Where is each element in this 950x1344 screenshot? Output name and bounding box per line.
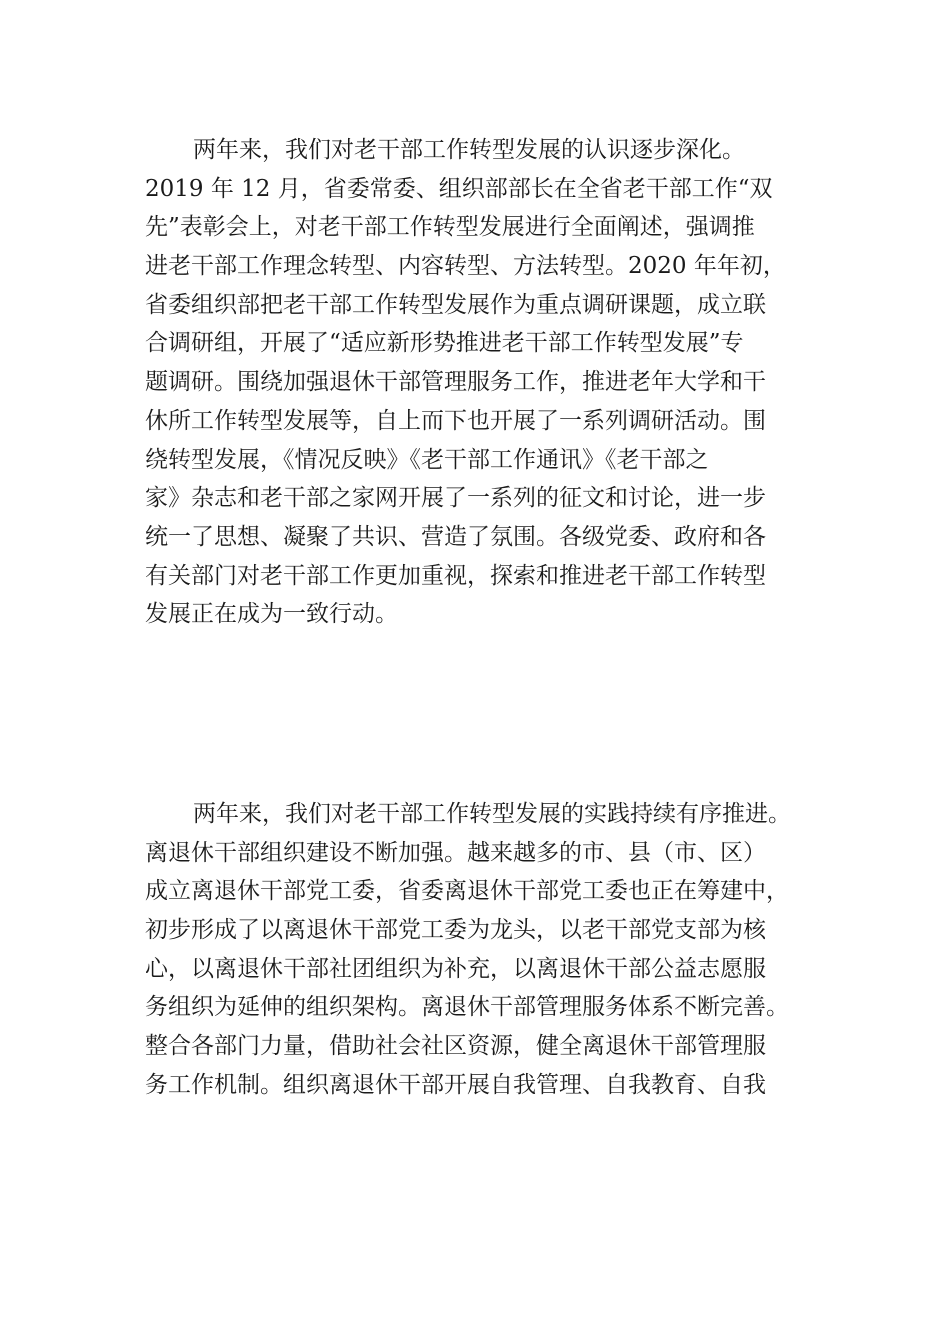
text-line: 题调研。围绕加强退休干部管理服务工作，推进老年大学和干	[145, 369, 766, 396]
text-line: 统一了思想、凝聚了共识、营造了氛围。各级党委、政府和各	[145, 523, 766, 550]
text-line: 整合各部门力量，借助社会社区资源，健全离退休干部管理服	[145, 1033, 766, 1060]
text-line: 务组织为延伸的组织架构。离退休干部管理服务体系不断完善。	[145, 994, 789, 1021]
text-line: 发展正在成为一致行动。	[145, 601, 398, 628]
text-line: 先”表彰会上，对老干部工作转型发展进行全面阐述，强调推	[145, 214, 755, 241]
text-line: 家》杂志和老干部之家网开展了一系列的征文和讨论，进一步	[145, 485, 766, 512]
text-line: 初步形成了以离退休干部党工委为龙头，以老干部党支部为核	[145, 917, 766, 944]
text-line: 成立离退休干部党工委，省委离退休干部党工委也正在筹建中，	[145, 878, 789, 905]
text-line: 进老干部工作理念转型、内容转型、方法转型。2020 年年初，	[145, 253, 786, 280]
text-line: 两年来，我们对老干部工作转型发展的实践持续有序推进。	[193, 801, 791, 827]
paragraph-2	[145, 795, 810, 1105]
paragraph-1	[145, 131, 810, 634]
text-line: 离退休干部组织建设不断加强。越来越多的市、县（市、区）	[145, 839, 766, 866]
text-line: 省委组织部把老干部工作转型发展作为重点调研课题，成立联	[145, 291, 766, 318]
text-line: 两年来，我们对老干部工作转型发展的认识逐步深化。	[193, 137, 745, 163]
text-line: 有关部门对老干部工作更加重视，探索和推进老干部工作转型	[145, 562, 766, 589]
text-line: 2019 年 12 月，省委常委、组织部部长在全省老干部工作“双	[145, 175, 773, 202]
text-line: 心，以离退休干部社团组织为补充，以离退休干部公益志愿服	[145, 955, 766, 982]
text-line: 合调研组，开展了“适应新形势推进老干部工作转型发展”专	[145, 330, 744, 357]
text-line: 休所工作转型发展等，自上而下也开展了一系列调研活动。围	[145, 407, 766, 434]
text-line: 务工作机制。组织离退休干部开展自我管理、自我教育、自我	[145, 1071, 766, 1098]
text-line: 绕转型发展，《情况反映》《老干部工作通讯》《老干部之	[145, 446, 709, 473]
